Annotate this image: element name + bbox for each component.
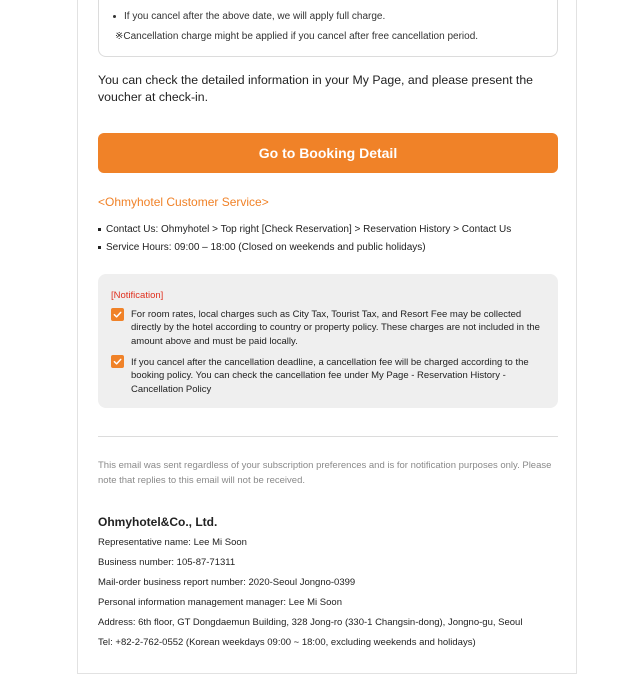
notification-cancellation-fee: If you cancel after the cancellation deadline, a cancellation fee will be charged according to the booking policy. You can check the cancellation fee under My Page - Reservation History - Cancellation Policy [131,357,529,395]
email-card [77,0,577,674]
company-name: Ohmyhotel&Co., Ltd. [98,515,218,529]
policy-line-text: If you cancel after the above date, we will apply full charge. [124,11,386,22]
policy-line-note: ※Cancellation charge might be applied if you cancel after free cancellation period. [115,31,479,42]
notification-box [98,274,558,408]
checkbox-checked-icon [111,355,124,368]
policy-line-full-charge [111,11,385,22]
company-info-line: Mail-order business report number: 2020-Seoul Jongno-0399 [98,577,356,588]
hours-text: Service Hours: 09:00 – 18:00 (Closed on weekends and public holidays) [106,242,426,253]
company-info-line: Tel: +82-2-762-0552 (Korean weekdays 09:00 ~ 18:00, excluding weekends and holidays) [98,637,476,648]
customer-service-contact [98,224,558,235]
disclaimer-text: This email was sent regardless of your subscription preferences and is for notification purposes only. Please note that replies to this email will not be received. [98,460,552,486]
company-info-line: Representative name: Lee Mi Soon [98,537,247,548]
cancellation-policy-box [98,0,558,57]
bullet-icon [98,246,101,249]
bullet-icon [113,15,116,18]
company-info-line: Business number: 105-87-71311 [98,557,236,568]
contact-text: Contact Us: Ohmyhotel > Top right [Check Reservation] > Reservation History > Contact Us [106,224,512,235]
company-info-line: Personal information management manager: Lee Mi Soon [98,597,342,608]
go-to-booking-detail-button[interactable]: Go to Booking Detail [98,133,558,173]
divider [98,436,558,437]
bullet-icon [98,228,101,231]
notification-title: [Notification] [111,290,164,301]
company-info-line: Address: 6th floor, GT Dongdaemun Building, 328 Jong-ro (330-1 Changsin-dong), Jongno-gu, Seoul [98,617,523,628]
checkbox-checked-icon [111,308,124,321]
intro-text: You can check the detailed information in your My Page, and please present the voucher at check-in. [98,73,533,104]
customer-service-title: <Ohmyhotel Customer Service> [98,195,269,209]
notification-local-charges: For room rates, local charges such as City Tax, Tourist Tax, and Resort Fee may be collected directly by the hotel according to country or property policy. These charges are not included in the amount above and must be paid locally. [131,309,540,347]
customer-service-hours [98,242,558,253]
